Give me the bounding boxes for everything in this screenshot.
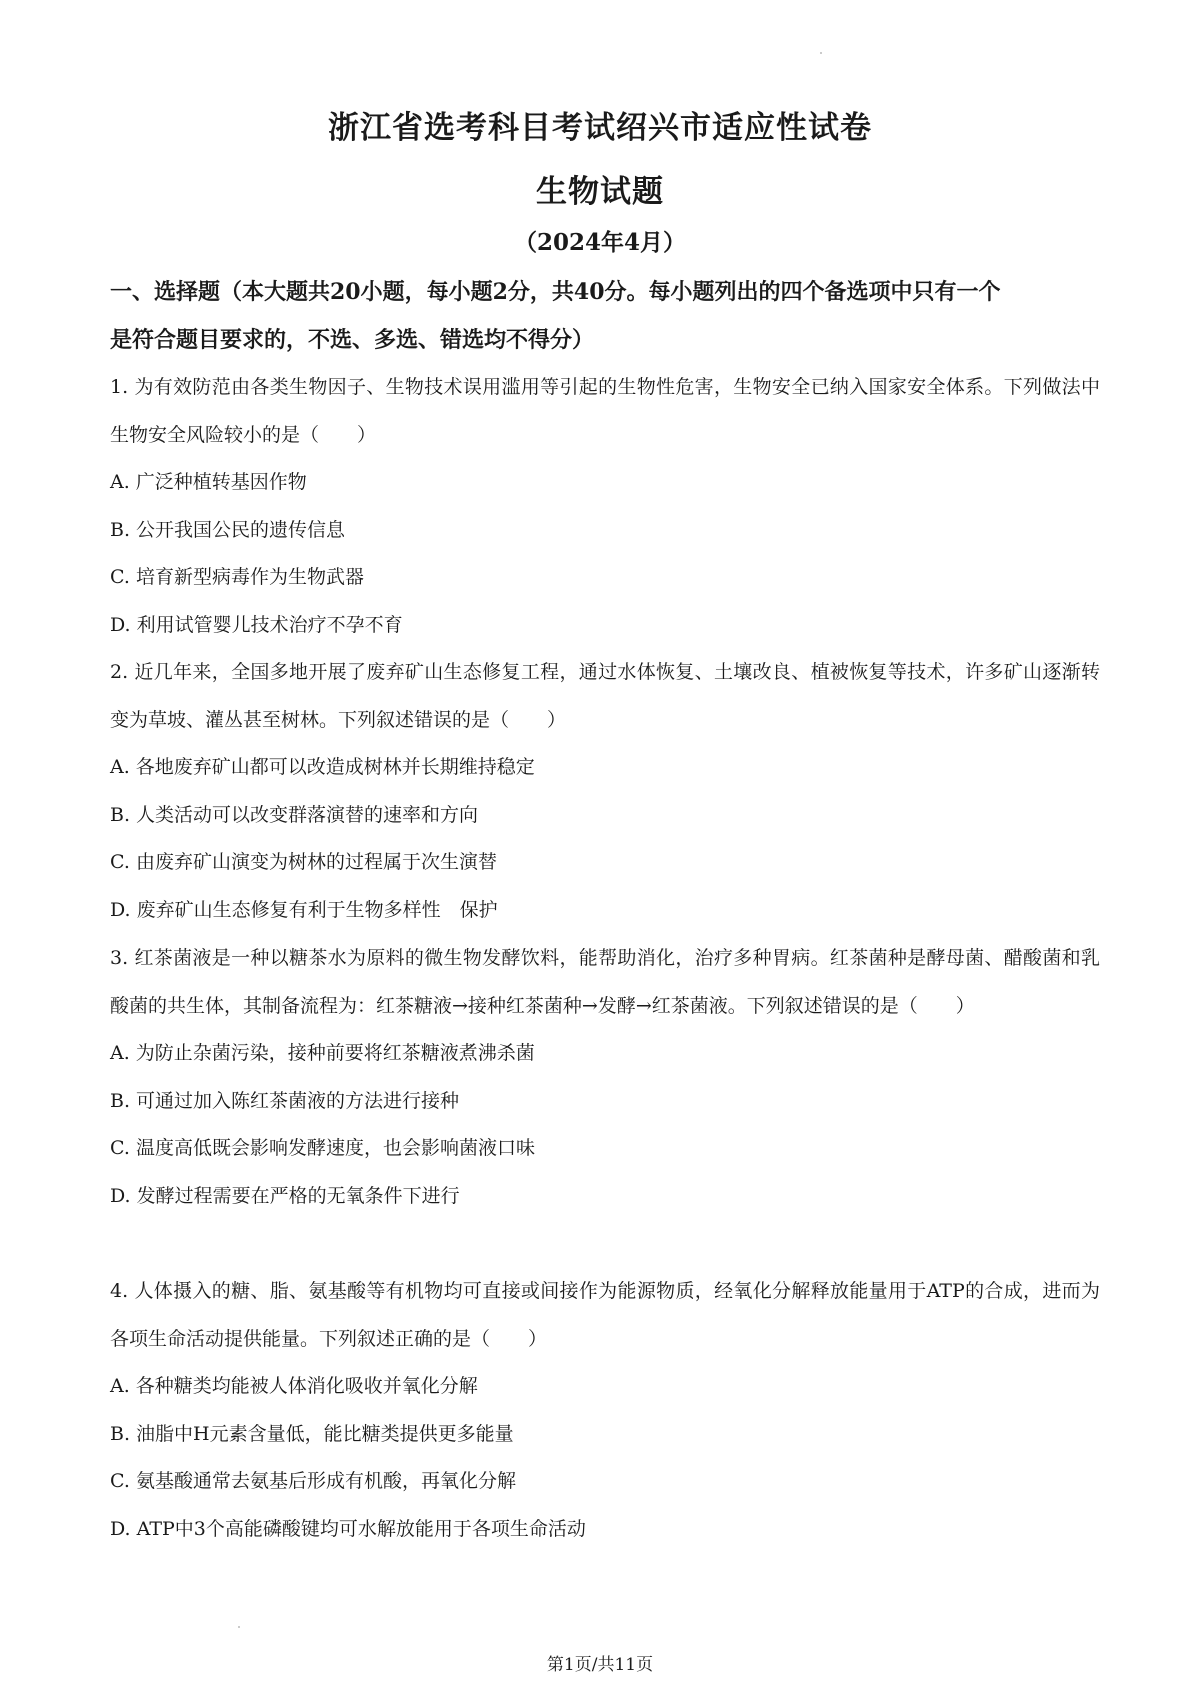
option-b: B. 公开我国公民的遗传信息: [110, 518, 346, 541]
option-a: A. 各种糖类均能被人体消化吸收并氧化分解: [110, 1375, 478, 1397]
question-stem: 2. 近几年来，全国多地开展了废弃矿山生态修复工程，通过水体恢复、土壤改良、植被恢复等技术，许多矿山逐渐转变为草坡、灌丛甚至树林。下列叙述错误的是（ ）: [110, 661, 1100, 731]
question-stem: 4. 人体摄入的糖、脂、氨基酸等有机物均可直接或间接作为能源物质，经氧化分解释放能量用于ATP的合成，进而为各项生命活动提供能量。下列叙述正确的是（ ）: [110, 1280, 1100, 1350]
option-c: C. 培育新型病毒作为生物武器: [110, 566, 364, 588]
exam-date: （2024年4月）: [513, 229, 687, 256]
option-c: C. 由废弃矿山演变为树林的过程属于次生演替: [110, 851, 497, 873]
option-a: A. 为防止杂菌污染，接种前要将红茶糖液煮沸杀菌: [110, 1042, 535, 1064]
option-b: B. 可通过加入陈红茶菌液的方法进行接种: [110, 1089, 460, 1112]
page-number: 第1页/共11页: [546, 1655, 654, 1675]
option-c: C. 温度高低既会影响发酵速度，也会影响菌液口味: [110, 1137, 535, 1159]
question-stem: 1. 为有效防范由各类生物因子、生物技术误用滥用等引起的生物性危害，生物安全已纳入国家安全体系。下列做法中生物安全风险较小的是（ ）: [110, 376, 1100, 446]
option-b: B. 油脂中H元素含量低，能比糖类提供更多能量: [110, 1422, 514, 1445]
question-stem: 3. 红茶菌液是一种以糖茶水为原料的微生物发酵饮料，能帮助消化，治疗多种胃病。红茶菌种是酵母菌、醋酸菌和乳酸菌的共生体，其制备流程为：红茶糖液→接种红茶菌种→发酵→红茶菌液。下列叙述错误的是（ ）: [110, 947, 1100, 1017]
option-a: A. 各地废弃矿山都可以改造成树林并长期维持稳定: [110, 756, 535, 778]
question-2: [110, 649, 1100, 934]
option-b: B. 人类活动可以改变群落演替的速率和方向: [110, 803, 479, 826]
section-heading: [110, 268, 1100, 364]
question-4: [110, 1268, 1100, 1553]
question-1: [110, 364, 1100, 649]
option-a: A. 广泛种植转基因作物: [110, 471, 307, 493]
scan-speck: [238, 1626, 240, 1628]
scan-speck: [820, 52, 822, 54]
option-d: D. ATP中3个高能磷酸键均可水解放能用于各项生命活动: [110, 1517, 586, 1540]
subject-title: 生物试题: [536, 174, 664, 210]
section-heading-line: 是符合题目要求的，不选、多选、错选均不得分）: [110, 327, 595, 353]
option-c: C. 氨基酸通常去氨基后形成有机酸，再氧化分解: [110, 1470, 516, 1492]
option-d: D. 发酵过程需要在严格的无氧条件下进行: [110, 1184, 460, 1207]
question-3: [110, 935, 1100, 1220]
section-heading-line: 一、选择题（本大题共20小题，每小题2分，共40分。每小题列出的四个备选项中只有一个: [110, 279, 1001, 305]
option-d: D. 废弃矿山生态修复有利于生物多样性 保护: [110, 898, 498, 921]
exam-title: 浙江省选考科目考试绍兴市适应性试卷: [328, 110, 872, 146]
option-d: D. 利用试管婴儿技术治疗不孕不育: [110, 613, 403, 636]
